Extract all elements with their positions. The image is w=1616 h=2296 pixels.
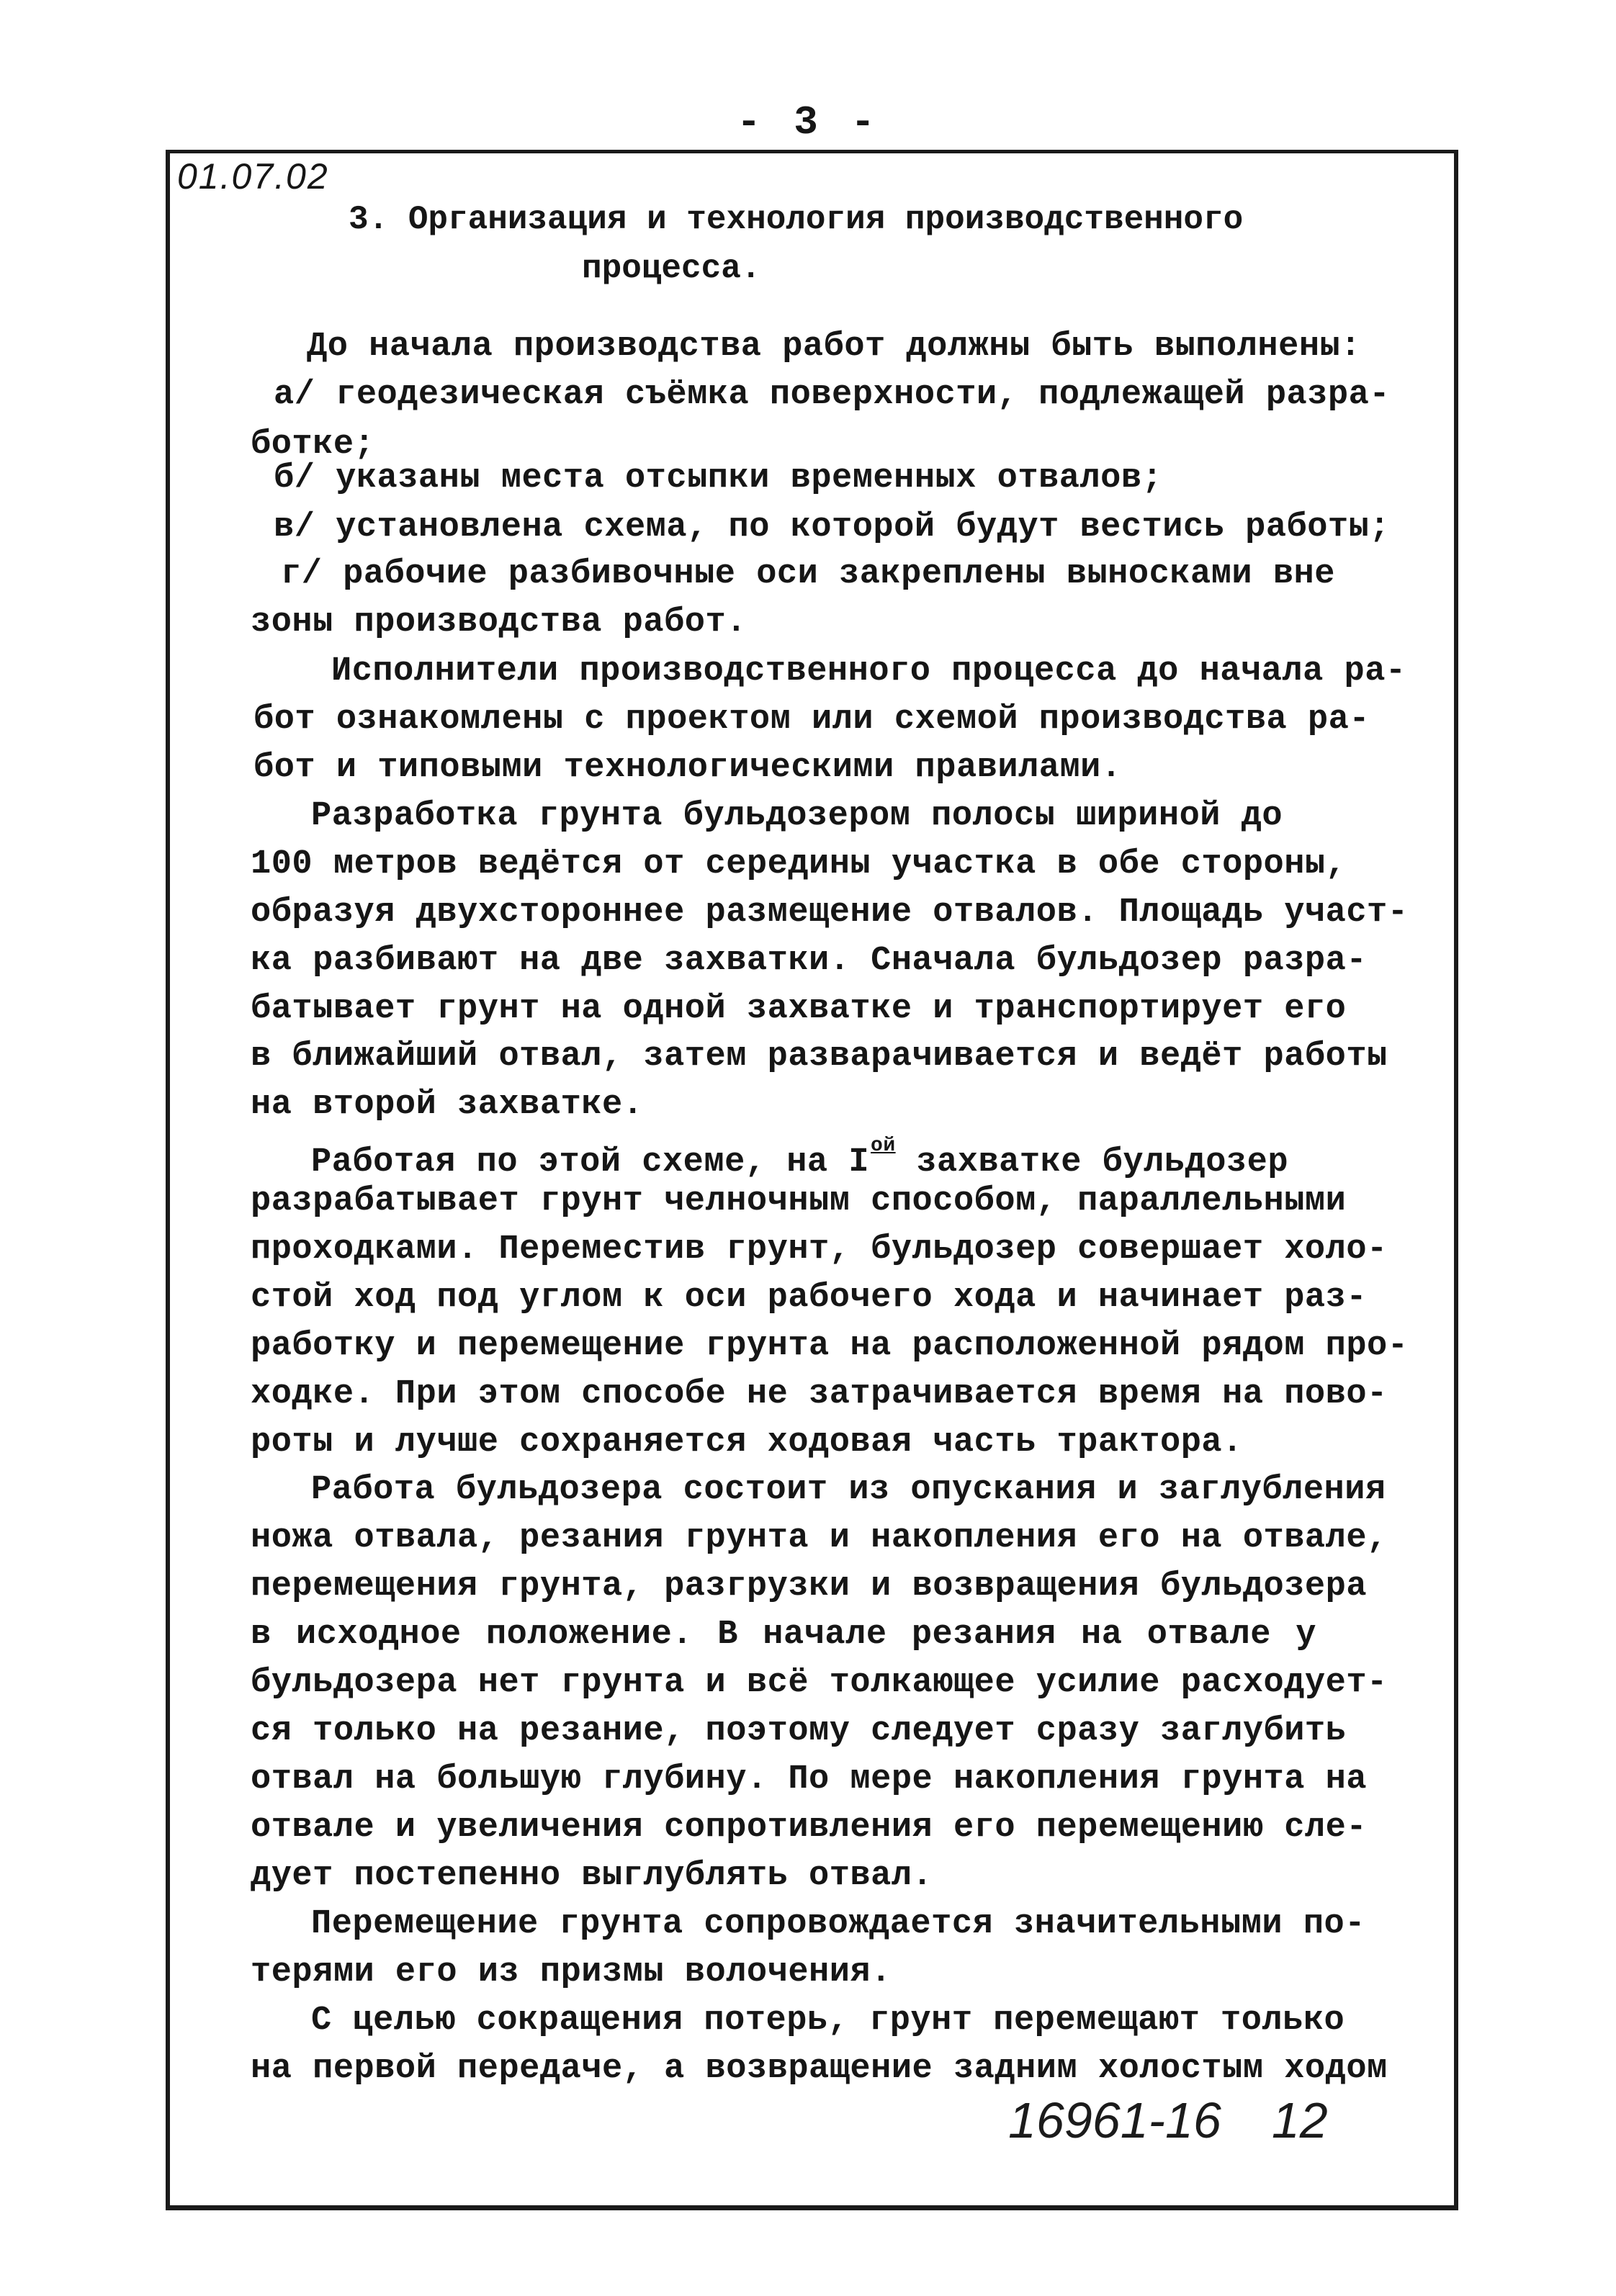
- text-line: Исполнители производственного процесса до начала ра-: [331, 652, 1406, 690]
- text-line: 100 метров ведётся от середины участка в обе стороны,: [251, 845, 1347, 883]
- document-code: 01.07.02: [177, 156, 329, 197]
- heading-line-2: процесса.: [582, 250, 761, 287]
- text-line: ся только на резание, поэтому следует сразу заглубить: [251, 1712, 1347, 1750]
- text-line: отвал на большую глубину. По мере накопления грунта на: [251, 1760, 1368, 1798]
- sheet-number: 12: [1271, 2092, 1328, 2148]
- text-line: в ближайший отвал, затем разварачивается и ведёт работы: [251, 1037, 1388, 1076]
- text-line: бульдозера нет грунта и всё толкающее усилие расходует-: [251, 1664, 1388, 1702]
- text-line: Разработка грунта бульдозером полосы шириной до: [311, 797, 1283, 835]
- text-line: в/ установлена схема, по которой будут вестись работы;: [274, 508, 1391, 546]
- text-line: проходками. Переместив грунт, бульдозер совершает холо-: [251, 1230, 1388, 1269]
- text-line: г/ рабочие разбивочные оси закреплены выносками вне: [281, 555, 1335, 593]
- text-line: До начала производства работ должны быть выполнены:: [307, 328, 1361, 366]
- ordinal-suffix: ой: [871, 1135, 896, 1157]
- text-line: Работа бульдозера состоит из опускания и заглубления: [311, 1471, 1386, 1509]
- text-line: ботке;: [251, 426, 375, 464]
- text-line: батывает грунт на одной захватке и транспортирует его: [251, 990, 1347, 1028]
- text-line: зоны производства работ.: [251, 603, 747, 641]
- text-line: бот и типовыми технологическими правилами.: [253, 749, 1122, 787]
- text-segment: Работая по этой схеме, на I: [311, 1143, 870, 1181]
- doc-number: 16961-16: [1008, 2092, 1221, 2148]
- footer-doc-number: [1008, 2092, 1328, 2149]
- text-line: работку и перемещение грунта на расположенной рядом про-: [251, 1327, 1409, 1365]
- text-line-superscript: [311, 1136, 1288, 1179]
- text-line: ка разбивают на две захватки. Сначала бульдозер разра-: [251, 942, 1368, 980]
- text-line: С целью сокращения потерь, грунт перемещают только: [311, 2002, 1345, 2040]
- text-line: б/ указаны места отсыпки временных отвалов;: [274, 459, 1163, 498]
- text-line: Перемещение грунта сопровождается значительными по-: [311, 1905, 1365, 1943]
- text-segment: захватке бульдозер: [895, 1143, 1289, 1181]
- page-number: - 3 -: [736, 99, 880, 145]
- heading-line-1: 3. Организация и технология производственного: [349, 201, 1244, 238]
- text-line: дует постепенно выглублять отвал.: [251, 1857, 933, 1895]
- text-line: в исходное положение. В начале резания на отвале у: [251, 1616, 1316, 1654]
- text-line: а/ геодезическая съёмка поверхности, подлежащей разра-: [274, 376, 1391, 414]
- text-line: образуя двухстороннее размещение отвалов. Площадь участ-: [251, 893, 1409, 932]
- text-line: на первой передаче, а возвращение задним холостым ходом: [251, 2050, 1388, 2088]
- text-line: стой ход под углом к оси рабочего хода и начинает раз-: [251, 1279, 1368, 1317]
- text-line: на второй захватке.: [251, 1086, 644, 1124]
- text-line: отвале и увеличения сопротивления его перемещению сле-: [251, 1809, 1368, 1847]
- text-line: ножа отвала, резания грунта и накопления его на отвале,: [251, 1519, 1388, 1557]
- text-line: перемещения грунта, разгрузки и возвращения бульдозера: [251, 1567, 1368, 1606]
- text-line: роты и лучше сохраняется ходовая часть трактора.: [251, 1423, 1243, 1462]
- text-line: бот ознакомлены с проектом или схемой производства ра-: [253, 701, 1370, 739]
- text-line: разрабатывает грунт челночным способом, параллельными: [251, 1182, 1347, 1220]
- text-line: терями его из призмы волочения.: [251, 1953, 892, 1991]
- text-line: ходке. При этом способе не затрачивается время на пово-: [251, 1375, 1388, 1413]
